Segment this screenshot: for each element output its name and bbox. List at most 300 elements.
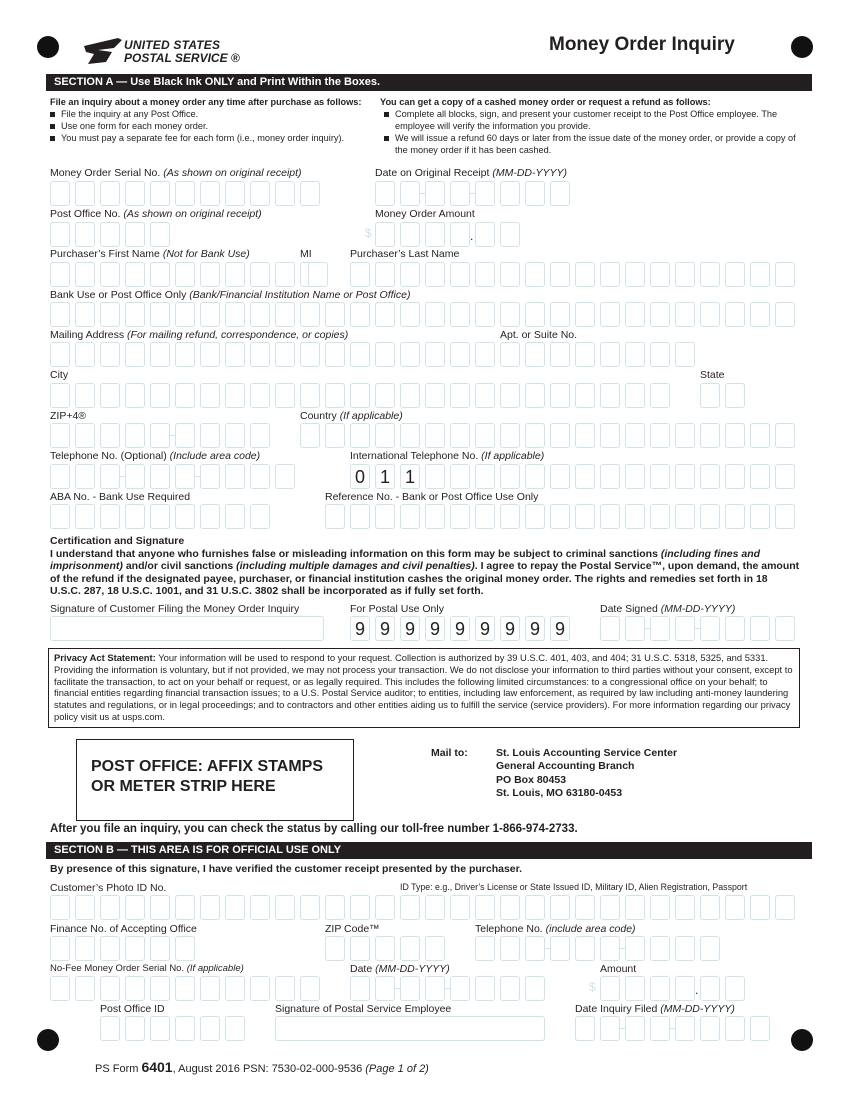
entry-box[interactable] (725, 895, 745, 920)
serial-number-boxes[interactable] (50, 181, 325, 206)
entry-box[interactable] (325, 383, 345, 408)
entry-box[interactable] (375, 222, 395, 247)
entry-box[interactable] (500, 464, 520, 489)
entry-box[interactable] (475, 423, 495, 448)
entry-box[interactable] (50, 976, 70, 1001)
zip-boxes[interactable] (50, 423, 275, 448)
entry-box[interactable] (300, 383, 320, 408)
entry-box[interactable] (175, 181, 195, 206)
city-boxes[interactable] (50, 383, 675, 408)
entry-box[interactable] (100, 504, 120, 529)
entry-box[interactable] (350, 342, 370, 367)
entry-box[interactable] (350, 262, 370, 287)
entry-box[interactable] (600, 302, 620, 327)
entry-box[interactable] (75, 262, 95, 287)
entry-box[interactable] (600, 504, 620, 529)
entry-box[interactable] (700, 976, 720, 1001)
entry-box[interactable] (625, 302, 645, 327)
entry-box[interactable] (600, 616, 620, 641)
entry-box[interactable] (775, 616, 795, 641)
entry-box[interactable] (75, 383, 95, 408)
entry-box[interactable] (750, 423, 770, 448)
entry-box[interactable] (525, 383, 545, 408)
entry-box[interactable] (425, 222, 445, 247)
entry-box[interactable] (125, 1016, 145, 1041)
entry-box[interactable] (225, 1016, 245, 1041)
entry-box[interactable] (50, 936, 70, 961)
entry-box[interactable] (650, 504, 670, 529)
entry-box[interactable] (175, 895, 195, 920)
entry-box[interactable] (550, 423, 570, 448)
entry-box[interactable] (575, 504, 595, 529)
entry-box[interactable] (425, 936, 445, 961)
entry-box[interactable] (725, 302, 745, 327)
entry-box[interactable] (750, 464, 770, 489)
entry-box[interactable] (500, 936, 520, 961)
entry-box[interactable] (375, 423, 395, 448)
entry-box[interactable] (575, 936, 595, 961)
entry-box[interactable] (575, 1016, 595, 1041)
entry-box[interactable] (175, 936, 195, 961)
entry-box[interactable] (125, 181, 145, 206)
entry-box[interactable] (525, 895, 545, 920)
country-boxes[interactable] (300, 423, 800, 448)
entry-box[interactable] (650, 464, 670, 489)
entry-box[interactable] (575, 383, 595, 408)
entry-box[interactable] (125, 976, 145, 1001)
entry-box[interactable] (200, 464, 220, 489)
photo-id-boxes[interactable] (50, 895, 400, 920)
entry-box[interactable] (375, 936, 395, 961)
apt-boxes[interactable] (500, 342, 700, 367)
entry-box[interactable] (125, 504, 145, 529)
entry-box[interactable] (325, 423, 345, 448)
entry-box[interactable] (400, 302, 420, 327)
entry-box[interactable] (450, 383, 470, 408)
entry-box[interactable] (750, 895, 770, 920)
entry-box[interactable] (425, 464, 445, 489)
entry-box[interactable] (275, 181, 295, 206)
entry-box[interactable] (625, 464, 645, 489)
entry-box[interactable] (700, 1016, 720, 1041)
entry-box[interactable] (725, 976, 745, 1001)
aba-boxes[interactable] (50, 504, 275, 529)
entry-box[interactable] (225, 423, 245, 448)
entry-box[interactable] (550, 504, 570, 529)
entry-box[interactable] (150, 262, 170, 287)
entry-box[interactable] (350, 936, 370, 961)
entry-box[interactable] (650, 423, 670, 448)
entry-box[interactable] (700, 423, 720, 448)
entry-box[interactable] (400, 262, 420, 287)
entry-box[interactable] (675, 616, 695, 641)
entry-box[interactable] (450, 895, 470, 920)
entry-box[interactable] (650, 1016, 670, 1041)
entry-box[interactable] (575, 262, 595, 287)
mi-box[interactable] (308, 262, 333, 287)
entry-box[interactable] (750, 302, 770, 327)
entry-box[interactable] (625, 504, 645, 529)
entry-box[interactable] (200, 262, 220, 287)
entry-box[interactable] (550, 383, 570, 408)
entry-box[interactable] (150, 383, 170, 408)
entry-box[interactable] (425, 895, 445, 920)
entry-box[interactable] (100, 302, 120, 327)
entry-box[interactable] (750, 262, 770, 287)
entry-box[interactable] (100, 222, 120, 247)
entry-box[interactable] (50, 181, 70, 206)
entry-box[interactable] (75, 895, 95, 920)
entry-box[interactable] (525, 302, 545, 327)
entry-box[interactable] (500, 222, 520, 247)
entry-box[interactable] (250, 464, 270, 489)
entry-box[interactable] (675, 423, 695, 448)
bank-name-boxes[interactable] (50, 302, 800, 327)
entry-box[interactable] (125, 423, 145, 448)
entry-box[interactable] (525, 181, 545, 206)
entry-box[interactable] (350, 504, 370, 529)
entry-box[interactable] (125, 936, 145, 961)
entry-box[interactable] (475, 302, 495, 327)
entry-box[interactable] (225, 342, 245, 367)
date-filed-boxes[interactable] (575, 1016, 775, 1041)
entry-box[interactable] (725, 616, 745, 641)
entry-box[interactable] (775, 423, 795, 448)
entry-box[interactable] (475, 181, 495, 206)
entry-box[interactable] (50, 383, 70, 408)
entry-box[interactable]: 1 (375, 464, 395, 489)
entry-box[interactable] (625, 616, 645, 641)
entry-box[interactable] (175, 342, 195, 367)
entry-box[interactable] (300, 342, 320, 367)
po-number-boxes[interactable] (50, 222, 175, 247)
entry-box[interactable] (125, 895, 145, 920)
entry-box[interactable] (100, 976, 120, 1001)
entry-box[interactable] (775, 895, 795, 920)
entry-box[interactable] (375, 383, 395, 408)
entry-box[interactable] (500, 262, 520, 287)
entry-box[interactable] (325, 342, 345, 367)
entry-box[interactable] (200, 302, 220, 327)
entry-box[interactable] (450, 342, 470, 367)
entry-box[interactable] (225, 976, 245, 1001)
entry-box[interactable] (475, 895, 495, 920)
entry-box[interactable] (275, 895, 295, 920)
entry-box[interactable] (450, 181, 470, 206)
entry-box[interactable] (325, 504, 345, 529)
entry-box[interactable] (50, 302, 70, 327)
entry-box[interactable] (575, 895, 595, 920)
entry-box[interactable] (250, 504, 270, 529)
entry-box[interactable] (600, 423, 620, 448)
entry-box[interactable] (600, 976, 620, 1001)
entry-box[interactable] (525, 976, 545, 1001)
entry-box[interactable] (625, 1016, 645, 1041)
po-id-boxes[interactable] (100, 1016, 250, 1041)
entry-box[interactable] (100, 1016, 120, 1041)
entry-box[interactable] (200, 504, 220, 529)
entry-box[interactable] (525, 464, 545, 489)
entry-box[interactable] (650, 383, 670, 408)
entry-box[interactable] (425, 423, 445, 448)
entry-box[interactable] (550, 342, 570, 367)
entry-box[interactable] (475, 504, 495, 529)
intl-phone-boxes[interactable] (350, 464, 800, 489)
finance-boxes[interactable] (50, 936, 200, 961)
entry-box[interactable] (150, 181, 170, 206)
entry-box[interactable] (75, 342, 95, 367)
entry-box[interactable] (150, 464, 170, 489)
entry-box[interactable] (50, 464, 70, 489)
entry-box[interactable] (725, 383, 745, 408)
entry-box[interactable] (625, 895, 645, 920)
entry-box[interactable] (525, 262, 545, 287)
entry-box[interactable] (550, 181, 570, 206)
entry-box[interactable] (600, 262, 620, 287)
entry-box[interactable] (375, 504, 395, 529)
entry-box[interactable] (125, 342, 145, 367)
entry-box[interactable] (700, 504, 720, 529)
entry-box[interactable] (250, 262, 270, 287)
entry-box[interactable] (75, 504, 95, 529)
entry-box[interactable] (250, 895, 270, 920)
entry-box[interactable] (275, 383, 295, 408)
entry-box[interactable] (700, 383, 720, 408)
entry-box[interactable] (150, 895, 170, 920)
entry-box[interactable] (500, 976, 520, 1001)
entry-box[interactable] (325, 936, 345, 961)
entry-box[interactable] (500, 302, 520, 327)
entry-box[interactable] (500, 181, 520, 206)
entry-box[interactable] (550, 262, 570, 287)
entry-box[interactable] (100, 342, 120, 367)
entry-box[interactable] (75, 181, 95, 206)
entry-box[interactable] (100, 262, 120, 287)
entry-box[interactable] (650, 616, 670, 641)
entry-box[interactable] (350, 302, 370, 327)
entry-box[interactable] (400, 976, 420, 1001)
entry-box[interactable] (100, 383, 120, 408)
entry-box[interactable] (400, 936, 420, 961)
entry-box[interactable] (50, 423, 70, 448)
entry-box[interactable] (375, 976, 395, 1001)
entry-box[interactable] (750, 616, 770, 641)
entry-box[interactable] (625, 342, 645, 367)
mailing-address-boxes[interactable] (50, 342, 500, 367)
entry-box[interactable] (675, 302, 695, 327)
entry-box[interactable] (125, 464, 145, 489)
entry-box[interactable] (400, 222, 420, 247)
entry-box[interactable] (175, 262, 195, 287)
entry-box[interactable] (100, 181, 120, 206)
entry-box[interactable] (125, 383, 145, 408)
entry-box[interactable] (50, 504, 70, 529)
entry-box[interactable] (300, 423, 320, 448)
entry-box[interactable] (400, 181, 420, 206)
entry-box[interactable] (225, 302, 245, 327)
entry-box[interactable] (475, 222, 495, 247)
entry-box[interactable] (175, 302, 195, 327)
entry-box[interactable] (50, 222, 70, 247)
entry-box[interactable] (550, 895, 570, 920)
entry-box[interactable] (700, 302, 720, 327)
entry-box[interactable] (700, 616, 720, 641)
entry-box[interactable] (750, 504, 770, 529)
entry-box[interactable] (525, 342, 545, 367)
entry-box[interactable] (300, 181, 320, 206)
entry-box[interactable]: 0 (350, 464, 370, 489)
entry-box[interactable] (600, 464, 620, 489)
state-boxes[interactable] (700, 383, 750, 408)
entry-box[interactable] (575, 464, 595, 489)
entry-box[interactable] (50, 262, 70, 287)
entry-box[interactable] (150, 302, 170, 327)
entry-box[interactable] (525, 504, 545, 529)
entry-box[interactable] (375, 895, 395, 920)
entry-box[interactable] (650, 936, 670, 961)
entry-box[interactable] (400, 383, 420, 408)
entry-box[interactable] (225, 383, 245, 408)
entry-box[interactable] (525, 936, 545, 961)
entry-box[interactable] (300, 895, 320, 920)
entry-box[interactable] (425, 302, 445, 327)
entry-box[interactable] (575, 342, 595, 367)
entry-box[interactable] (550, 936, 570, 961)
employee-signature-field[interactable] (275, 1016, 545, 1041)
entry-box[interactable] (150, 504, 170, 529)
entry-box[interactable] (475, 936, 495, 961)
entry-box[interactable] (450, 302, 470, 327)
entry-box[interactable] (625, 423, 645, 448)
b-date-boxes[interactable] (350, 976, 550, 1001)
id-type-boxes[interactable] (400, 895, 800, 920)
entry-box[interactable] (175, 423, 195, 448)
entry-box[interactable] (75, 464, 95, 489)
entry-box[interactable] (50, 895, 70, 920)
entry-box[interactable] (450, 976, 470, 1001)
entry-box[interactable] (475, 342, 495, 367)
entry-box[interactable] (200, 181, 220, 206)
entry-box[interactable] (200, 383, 220, 408)
entry-box[interactable] (675, 262, 695, 287)
entry-box[interactable] (100, 423, 120, 448)
entry-box[interactable] (275, 262, 295, 287)
entry-box[interactable] (675, 342, 695, 367)
entry-box[interactable] (375, 181, 395, 206)
entry-box[interactable] (200, 342, 220, 367)
entry-box[interactable] (475, 383, 495, 408)
entry-box[interactable] (75, 302, 95, 327)
entry-box[interactable] (250, 383, 270, 408)
entry-box[interactable] (750, 1016, 770, 1041)
entry-box[interactable] (225, 504, 245, 529)
entry-box[interactable] (325, 895, 345, 920)
entry-box[interactable] (325, 302, 345, 327)
entry-box[interactable] (600, 383, 620, 408)
entry-box[interactable] (600, 1016, 620, 1041)
entry-box[interactable] (250, 342, 270, 367)
entry-box[interactable] (275, 302, 295, 327)
entry-box[interactable] (175, 383, 195, 408)
entry-box[interactable] (300, 302, 320, 327)
b-amount-boxes[interactable] (600, 976, 750, 1001)
entry-box[interactable] (225, 181, 245, 206)
entry-box[interactable] (150, 976, 170, 1001)
entry-box[interactable] (700, 262, 720, 287)
entry-box[interactable] (450, 262, 470, 287)
entry-box[interactable] (50, 342, 70, 367)
entry-box[interactable] (200, 976, 220, 1001)
entry-box[interactable] (350, 976, 370, 1001)
entry-box[interactable] (500, 342, 520, 367)
entry-box[interactable] (400, 504, 420, 529)
entry-box[interactable] (200, 895, 220, 920)
amount-boxes[interactable] (375, 222, 525, 247)
entry-box[interactable] (625, 383, 645, 408)
first-name-boxes[interactable] (50, 262, 325, 287)
entry-box[interactable] (425, 504, 445, 529)
entry-box[interactable] (625, 976, 645, 1001)
entry-box[interactable] (200, 423, 220, 448)
entry-box[interactable] (675, 464, 695, 489)
entry-box[interactable] (150, 423, 170, 448)
entry-box[interactable] (425, 383, 445, 408)
entry-box[interactable] (350, 383, 370, 408)
entry-box[interactable] (425, 342, 445, 367)
entry-box[interactable] (450, 423, 470, 448)
entry-box[interactable] (475, 464, 495, 489)
entry-box[interactable] (600, 895, 620, 920)
reference-boxes[interactable] (325, 504, 800, 529)
entry-box[interactable] (575, 423, 595, 448)
entry-box[interactable] (125, 222, 145, 247)
entry-box[interactable] (725, 1016, 745, 1041)
entry-box[interactable] (375, 262, 395, 287)
entry-box[interactable] (475, 976, 495, 1001)
entry-box[interactable] (500, 383, 520, 408)
entry-box[interactable] (425, 181, 445, 206)
entry-box[interactable] (500, 895, 520, 920)
entry-box[interactable] (100, 895, 120, 920)
entry-box[interactable] (700, 895, 720, 920)
entry-box[interactable] (375, 342, 395, 367)
entry-box[interactable] (675, 976, 695, 1001)
entry-box[interactable] (550, 302, 570, 327)
entry-box[interactable] (725, 464, 745, 489)
entry-box[interactable] (525, 423, 545, 448)
date-signed-boxes[interactable] (600, 616, 800, 641)
entry-box[interactable] (450, 504, 470, 529)
entry-box[interactable] (250, 181, 270, 206)
entry-box[interactable] (100, 936, 120, 961)
b-zip-boxes[interactable] (325, 936, 450, 961)
entry-box[interactable] (650, 976, 670, 1001)
entry-box[interactable]: 1 (400, 464, 420, 489)
entry-box[interactable] (600, 342, 620, 367)
entry-box[interactable] (650, 895, 670, 920)
customer-signature-field[interactable] (50, 616, 324, 641)
entry-box[interactable] (250, 976, 270, 1001)
entry-box[interactable] (100, 464, 120, 489)
entry-box[interactable] (225, 262, 245, 287)
entry-box[interactable] (75, 423, 95, 448)
entry-box[interactable] (400, 423, 420, 448)
entry-box[interactable] (700, 936, 720, 961)
entry-box[interactable] (225, 895, 245, 920)
entry-box[interactable] (575, 302, 595, 327)
entry-box[interactable] (675, 504, 695, 529)
entry-box[interactable] (125, 262, 145, 287)
